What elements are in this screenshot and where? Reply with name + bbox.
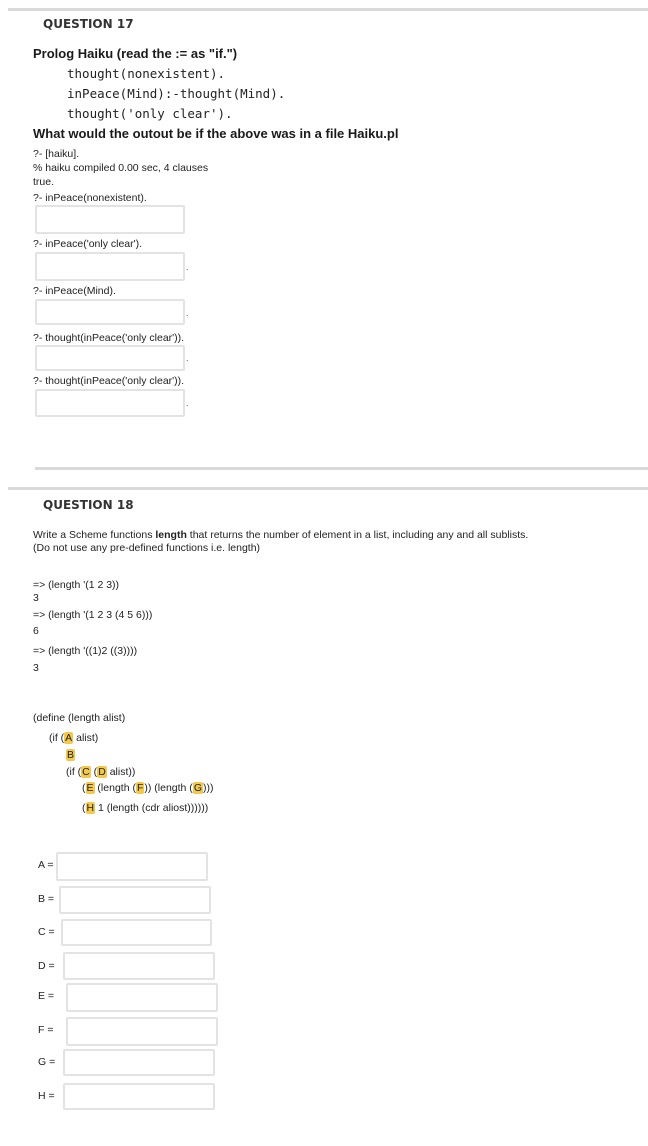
query-2: ?- inPeace('only clear'). (33, 238, 143, 250)
answer-field-d[interactable] (63, 952, 215, 980)
blank-marker-g: G (193, 782, 202, 794)
answer-field-f[interactable] (66, 1017, 218, 1046)
q18-description-line-2: (Do not use any pre-defined functions i.e. length) (33, 542, 261, 554)
answer-input-5[interactable] (35, 389, 185, 417)
code-text: ( (82, 782, 86, 794)
code-text: alist)) (106, 766, 136, 778)
answer-field-a[interactable] (56, 852, 208, 881)
trailing-period: . (186, 262, 189, 272)
define-line-1: (define (length alist) (33, 712, 126, 724)
example-result-1: 3 (33, 592, 39, 604)
code-line-3: thought('only clear'). (67, 106, 233, 121)
field-label-b: B = (38, 893, 55, 905)
answer-input-3[interactable] (35, 299, 185, 325)
define-line-2 (49, 732, 98, 744)
blank-marker-h: H (86, 802, 95, 814)
blank-marker-d: D (98, 766, 106, 778)
trailing-period: . (186, 353, 189, 363)
field-label-c: C = (38, 926, 55, 938)
question-18-top-divider (8, 487, 648, 490)
console-line-3: true. (33, 176, 55, 188)
code-text: (if ( (66, 766, 82, 778)
desc-bold-keyword: length (155, 529, 187, 541)
answer-field-c[interactable] (61, 919, 212, 946)
answer-input-2[interactable] (35, 252, 185, 281)
example-call-1: => (length '(1 2 3)) (33, 579, 120, 591)
answer-field-b[interactable] (59, 886, 211, 914)
code-text: )) (length ( (144, 782, 193, 794)
code-text: alist) (73, 732, 99, 744)
answer-field-h[interactable] (63, 1083, 215, 1110)
example-result-2: 6 (33, 625, 39, 637)
q17-prompt: What would the outout be if the above was in a file Haiku.pl (33, 126, 399, 141)
field-label-f: F = (38, 1024, 54, 1036)
desc-text: that returns the number of element in a list, including any and all sublists. (186, 529, 529, 541)
define-line-3 (66, 749, 75, 761)
blank-marker-b: B (67, 749, 75, 761)
desc-text: Write a Scheme functions (33, 529, 156, 541)
question-17-bottom-divider (35, 467, 648, 470)
code-line-2: inPeace(Mind):-thought(Mind). (67, 86, 286, 101)
answer-field-e[interactable] (66, 983, 218, 1012)
code-line-1: thought(nonexistent). (67, 66, 226, 81)
field-label-e: E = (38, 990, 55, 1002)
query-3: ?- inPeace(Mind). (33, 285, 116, 297)
field-label-h: H = (38, 1090, 55, 1102)
query-5: ?- thought(inPeace('only clear')). (33, 375, 185, 387)
code-text: ( (90, 766, 98, 778)
blank-marker-c: C (82, 766, 90, 778)
example-call-2: => (length '(1 2 3 (4 5 6))) (33, 609, 153, 621)
code-text: ))) (202, 782, 214, 794)
code-text: 1 (length (cdr aliost)))))) (95, 802, 209, 814)
query-1: ?- inPeace(nonexistent). (33, 192, 147, 204)
answer-field-g[interactable] (63, 1049, 215, 1076)
trailing-period: . (186, 398, 189, 408)
code-text: (length ( (94, 782, 136, 794)
blank-marker-a: A (65, 732, 73, 744)
question-17-title: QUESTION 17 (43, 17, 134, 31)
question-18-title: QUESTION 18 (43, 498, 134, 512)
field-label-g: G = (38, 1056, 56, 1068)
query-4: ?- thought(inPeace('only clear')). (33, 332, 185, 344)
blank-marker-e: E (86, 782, 94, 794)
example-call-3: => (length '((1)2 ((3)))) (33, 645, 138, 657)
code-text: ( (82, 802, 86, 814)
answer-input-1[interactable] (35, 205, 185, 234)
console-line-2: % haiku compiled 0.00 sec, 4 clauses (33, 162, 209, 174)
define-line-6 (82, 802, 208, 814)
define-line-5 (82, 782, 213, 794)
blank-marker-f: F (136, 782, 144, 794)
example-result-3: 3 (33, 662, 39, 674)
field-label-a: A = (38, 859, 54, 871)
field-label-d: D = (38, 960, 55, 972)
console-line-1: ?- [haiku]. (33, 148, 80, 160)
code-text: (if ( (49, 732, 65, 744)
top-divider (8, 8, 648, 11)
q18-description (33, 529, 528, 541)
trailing-period: . (186, 308, 189, 318)
define-line-4 (66, 766, 135, 778)
q17-heading: Prolog Haiku (read the := as "if.") (33, 46, 238, 61)
answer-input-4[interactable] (35, 345, 185, 371)
